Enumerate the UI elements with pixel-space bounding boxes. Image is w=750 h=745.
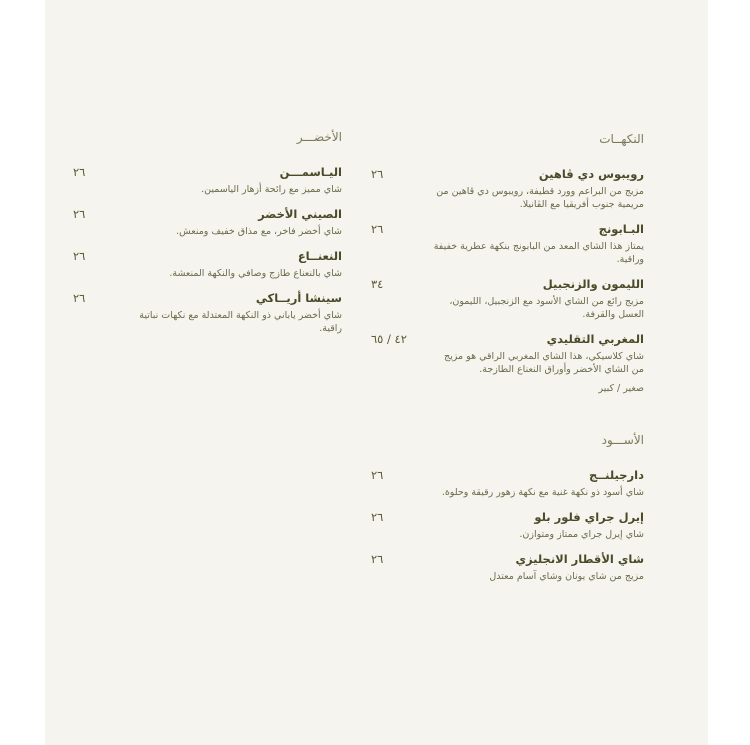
section-spacer	[404, 406, 644, 431]
menu-item	[371, 167, 644, 211]
item-price: ٢٦	[371, 167, 384, 181]
item-name: النعنــاع	[297, 249, 342, 263]
item-description: مزيج من البراعم وورد قطيفة، رويبوس دي ڤاهين من مريمية جنوب أفريقيا مع الڤانيلا.	[436, 186, 644, 210]
menu-item	[371, 510, 644, 541]
menu-item	[371, 552, 644, 583]
item-name: سينشا أريــاكي	[255, 291, 342, 305]
left-column	[73, 128, 342, 346]
menu-item	[371, 277, 644, 321]
green-section-title: الأخضـــر	[296, 130, 342, 144]
item-price: ٢٦	[73, 207, 86, 221]
item-description: يمتاز هذا الشاي المعد من البابونج بنكهة عطرية خفيفة وراقية.	[433, 241, 644, 265]
item-price: ٢٦	[371, 510, 384, 524]
item-sizes: صغير / كبير	[598, 383, 644, 394]
item-name: دارجيلنــج	[589, 468, 644, 482]
menu-page	[45, 0, 708, 745]
item-description: شاي بالنعناع طازج وصافي والنكهة المنعشة.	[169, 268, 342, 279]
item-description: مزيج رائع من الشاي الأسود مع الزنجبيل، الليمون، العسل والقرفة.	[449, 296, 644, 320]
right-column	[371, 130, 644, 594]
flavors-section-title: النكهــات	[599, 132, 644, 146]
item-name: المغربي التقليدي	[546, 332, 644, 346]
item-price: ٢٦	[73, 291, 86, 305]
item-name: الصيني الأخضر	[258, 207, 342, 221]
item-description: شاي إيرل جراي ممتاز ومتوازن.	[519, 529, 644, 540]
black-section-title: الأســـود	[601, 433, 644, 447]
item-description: شاي أسود ذو نكهة غنية مع نكهة زهور رقيقة وحلوة.	[441, 487, 644, 498]
item-description: شاي أخضر ياباني ذو النكهة المعتدلة مع نكهات نباتية راقية.	[139, 310, 342, 334]
menu-item	[73, 249, 342, 280]
item-description: شاي مميز مع رائحة أزهار الياسمين.	[201, 184, 342, 195]
item-price: ٢٦	[371, 552, 384, 566]
menu-item	[73, 291, 342, 335]
menu-item	[371, 468, 644, 499]
item-price: ٤٢ / ٦٥	[371, 332, 407, 346]
item-price: ٣٤	[371, 277, 384, 291]
item-description: شاي كلاسيكي، هذا الشاي المغربي الراقي هو مزيج من الشاي الأخضر وأوراق النعناع الطازجة.	[444, 351, 644, 375]
menu-item	[73, 165, 342, 196]
item-price: ٢٦	[371, 222, 384, 236]
menu-item	[371, 222, 644, 266]
item-name: الليمون والزنجبيل	[542, 277, 644, 291]
menu-item	[73, 207, 342, 238]
item-price: ٢٦	[371, 468, 384, 482]
menu-item	[371, 332, 644, 395]
item-name: إيرل جراي فلور بلو	[534, 510, 644, 524]
item-price: ٢٦	[73, 165, 86, 179]
item-description: شاي أخضر فاخر، مع مذاق خفيف ومنعش.	[176, 226, 342, 237]
item-name: رويبوس دي ڤاهين	[538, 167, 644, 181]
item-name: اليـاسمـــن	[279, 165, 342, 179]
item-name: شاي الأقطار الانجليزي	[515, 552, 644, 566]
item-price: ٢٦	[73, 249, 86, 263]
item-description: مزيج من شاي يونان وشاي آسام معتدل	[489, 571, 644, 582]
item-name: البـابونج	[598, 222, 644, 236]
